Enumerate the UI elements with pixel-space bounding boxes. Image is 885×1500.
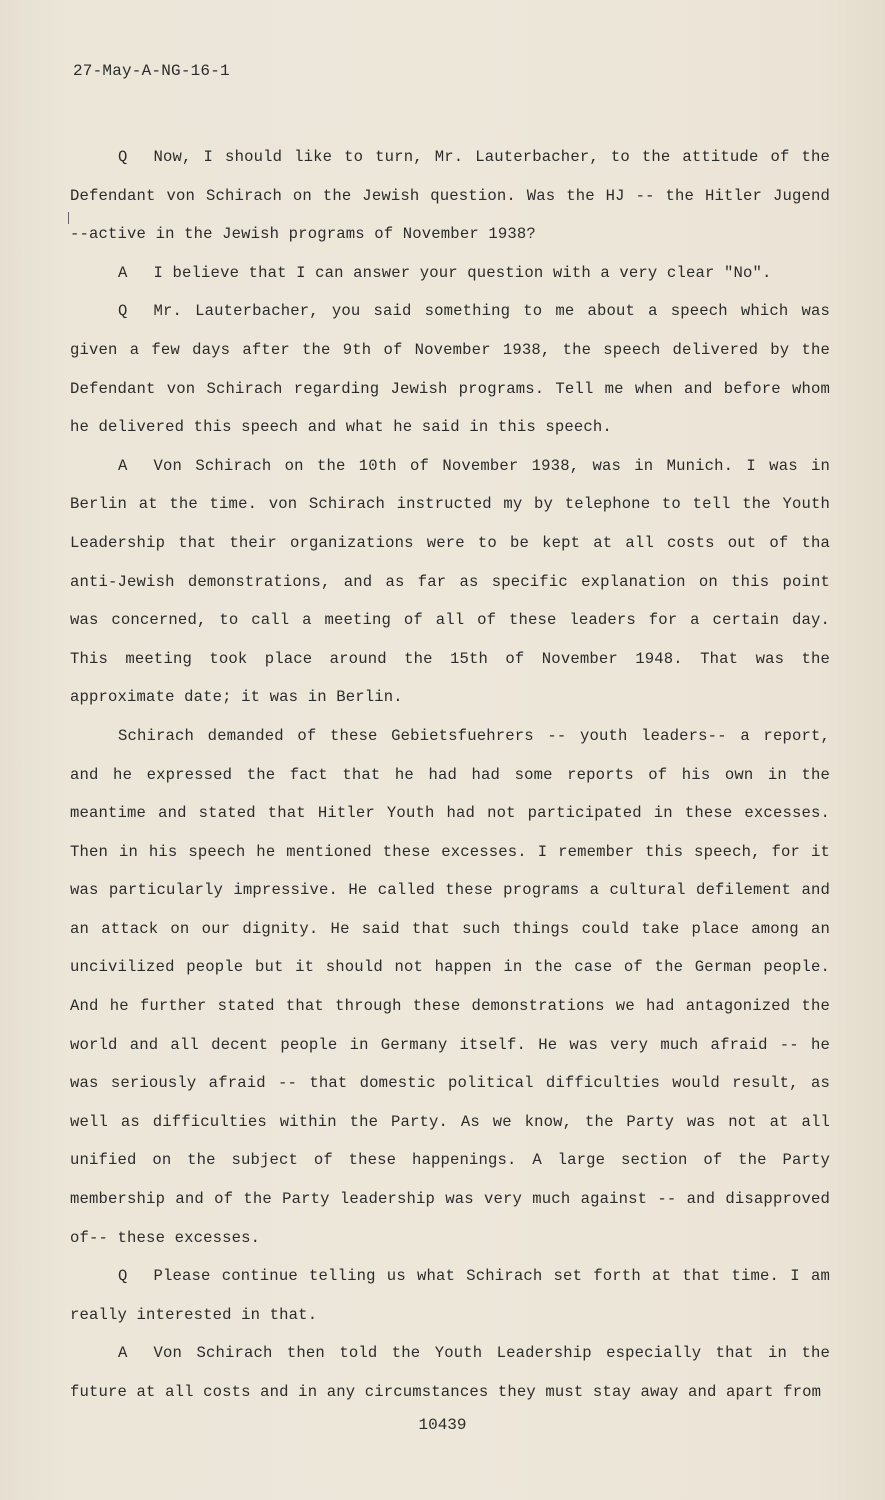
paragraph-continuation [70, 717, 830, 1257]
speaker-label: A [118, 456, 128, 475]
paragraph-text: Mr. Lauterbacher, you said something to me about a speech which was given a few days after the 9th of November 1938, the speech delivered by the Defendant von Schirach regarding Jewish programs. Tell me when and before whom he delivered this speech and what he said in this speech. [70, 302, 830, 437]
paragraph-text: I believe that I can answer your question with a very clear "No". [153, 263, 772, 282]
speaker-label: Q [118, 302, 128, 321]
speaker-label: A [118, 263, 128, 282]
paragraph-text: Schirach demanded of these Gebietsfuehrers -- youth leaders-- a report, and he expressed the fact that he had had some reports of his own in the meantime and stated that Hitler Youth had not participated in these excesses. Then in his speech he mentioned these excesses. I remember this speech, for it was particularly impressive. He called these programs a cultural defilement and an attack on our dignity. He said that such things could take place among an uncivilized people but it should not happen in the case of the German people. And he further stated that through these demonstrations we had antagonized the world and all decent people in Germany itself. He was very much afraid -- he was seriously afraid -- that domestic political difficulties would result, as well as difficulties within the Party. As we know, the Party was not at all unified on the subject of these happenings. A large section of the Party membership and of the Party leadership was very much against -- and disapproved of-- these excesses. [70, 726, 830, 1247]
transcript-body [70, 138, 830, 1412]
speaker-label: A [118, 1344, 128, 1363]
paragraph-a1 [70, 254, 830, 293]
document-id: 27-May-A-NG-16-1 [73, 62, 230, 80]
paragraph-text: Please continue telling us what Schirach set forth at that time. I am really interested in that. [70, 1267, 830, 1324]
speaker-label: Q [118, 148, 128, 166]
margin-mark [68, 212, 69, 224]
paragraph-text: Now, I should like to turn, Mr. Lauterbacher, to the attitude of the Defendant von Schirach on the Jewish question. Was the HJ -- the Hitler Jugend --active in the Jewish programs of November 1938? [70, 148, 830, 244]
paragraph-q2 [70, 292, 830, 446]
page-number: 10439 [418, 1416, 467, 1434]
paragraph-a3 [70, 1334, 830, 1411]
paragraph-q1 [70, 138, 830, 254]
paragraph-text: Von Schirach on the 10th of November 1938, was in Munich. I was in Berlin at the time. von Schirach instructed my by telephone to tell the Youth Leadership that their organizations were to be kept at all costs out of tha anti-Jewish demonstrations, and as far as specific explanation on this point was concerned, to call a meeting of all of these leaders for a certain day. This meeting took place around the 15th of November 1948. That was the approximate date; it was in Berlin. [70, 456, 830, 707]
paragraph-a2 [70, 447, 830, 717]
paragraph-q3 [70, 1257, 830, 1334]
paragraph-text: Von Schirach then told the Youth Leadership especially that in the future at all costs and in any circumstances they must stay away and apart from [70, 1344, 830, 1401]
speaker-label: Q [118, 1267, 128, 1286]
